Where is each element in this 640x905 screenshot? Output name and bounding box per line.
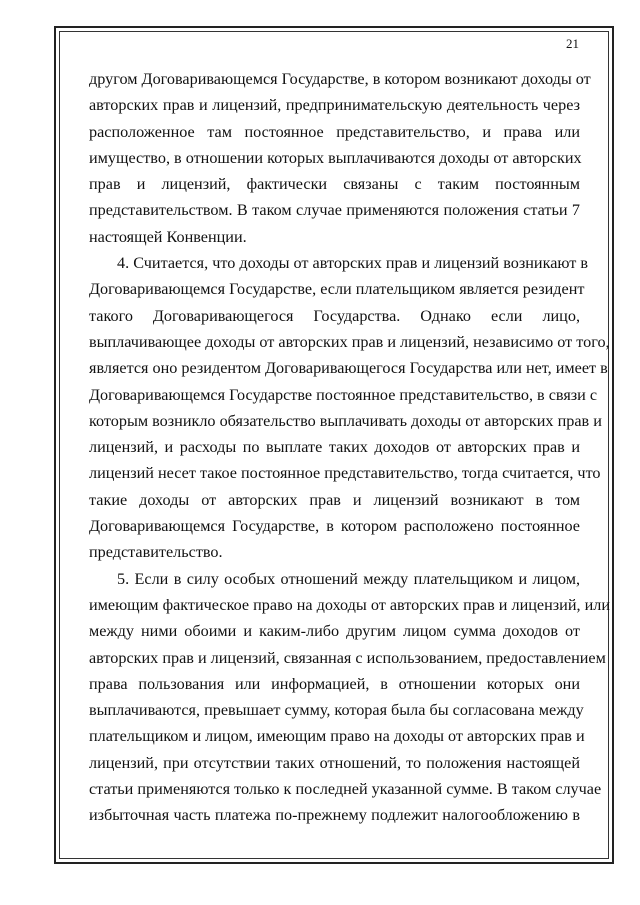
text-line: представительством. В таком случае применяются положения статьи 7 xyxy=(89,201,580,220)
text-line: прав и лицензий, фактически связаны с таким постоянным xyxy=(89,175,580,194)
text-line: является оно резидентом Договаривающегося Государства или нет, имеет в xyxy=(89,359,608,378)
text-line: выплачиваются, превышает сумму, которая была бы согласована между xyxy=(89,701,584,720)
text-line: авторских прав и лицензий, предпринимательскую деятельность через xyxy=(89,96,580,115)
text-line: выплачивающее доходы от авторских прав и лицензий, независимо от того, xyxy=(89,332,610,351)
text-line: которым возникло обязательство выплачивать доходы от авторских прав и xyxy=(89,411,602,430)
text-line: Договаривающемся Государстве постоянное представительство, в связи с xyxy=(89,385,598,404)
text-line: лицензий, при отсутствии таких отношений, то положения настоящей xyxy=(89,753,580,772)
text-line: избыточная часть платежа по-прежнему подлежит налогообложению в xyxy=(89,806,580,825)
text-line: авторских прав и лицензий, связанная с использованием, предоставлением xyxy=(89,648,606,667)
text-line: Договаривающемся Государстве, в котором расположено постоянное xyxy=(89,517,580,536)
page-number: 21 xyxy=(566,36,579,51)
text-line: плательщиком и лицом, имеющим право на доходы от авторских прав и xyxy=(89,727,585,746)
document-body xyxy=(89,66,610,829)
text-line: другом Договаривающемся Государстве, в котором возникают доходы от xyxy=(89,70,591,88)
text-line: имущество, в отношении которых выплачиваются доходы от авторских xyxy=(89,148,582,167)
text-line: 5. Если в силу особых отношений между плательщиком и лицом, xyxy=(117,569,580,588)
text-line: расположенное там постоянное представительство, и права или xyxy=(89,122,580,141)
text-line: между ними обоими и каким-либо другим лицом сумма доходов от xyxy=(89,622,580,641)
text-line: права пользования или информацией, в отношении которых они xyxy=(89,674,580,693)
text-line: имеющим фактическое право на доходы от авторских прав и лицензий, или xyxy=(89,595,610,614)
text-line: такие доходы от авторских прав и лицензий возникают в том xyxy=(89,490,580,509)
paragraph-continuation xyxy=(89,66,591,250)
text-line: такого Договаривающегося Государства. Однако если лицо, xyxy=(89,306,580,325)
text-line: представительство. xyxy=(89,543,223,562)
text-line: статьи применяются только к последней указанной сумме. В таком случае xyxy=(89,780,602,799)
paragraph-5 xyxy=(89,566,610,829)
text-line: лицензий несет такое постоянное представительство, тогда считается, что xyxy=(89,464,601,483)
text-line: Договаривающемся Государстве, если плательщиком является резидент xyxy=(89,280,585,299)
paragraph-4 xyxy=(89,250,610,566)
text-line: 4. Считается, что доходы от авторских прав и лицензий возникают в xyxy=(117,254,589,273)
text-line: настоящей Конвенции. xyxy=(89,227,247,246)
text-line: лицензий, и расходы по выплате таких доходов от авторских прав и xyxy=(89,438,580,457)
